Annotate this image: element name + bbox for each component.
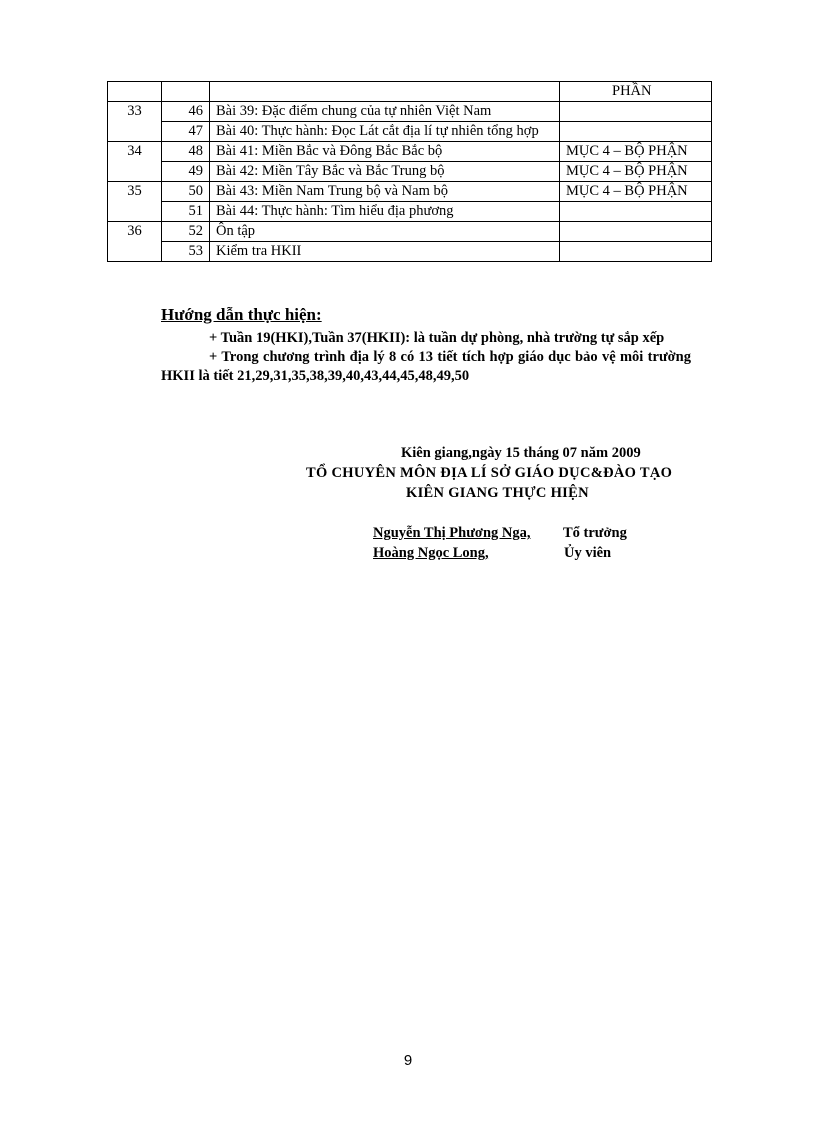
title-cell: Bài 44: Thực hành: Tìm hiểu địa phương xyxy=(210,202,560,222)
note-cell: MỤC 4 – BỘ PHẬN xyxy=(560,182,712,202)
table-row xyxy=(108,222,712,242)
curriculum-table xyxy=(107,81,712,262)
member-role: Ủy viên xyxy=(564,545,612,561)
guide-paragraph-integrated-lessons: + Trong chương trình địa lý 8 có 13 tiết tích hợp giáo dục bảo vệ môi trường HKII là tiết 21,29,31,35,38,39,40,43,44,45,48,49,50 xyxy=(161,349,691,384)
lesson-cell: 48 xyxy=(162,142,210,162)
lesson-cell: 51 xyxy=(162,202,210,222)
table-row xyxy=(108,142,712,162)
table-row xyxy=(108,182,712,202)
member-name: Hoàng Ngọc Long, xyxy=(373,545,489,561)
page-number: 9 xyxy=(403,1052,413,1069)
week-cell: 36 xyxy=(108,222,162,262)
note-cell: MỤC 4 – BỘ PHẬN xyxy=(560,142,712,162)
title-cell: Bài 42: Miền Tây Bắc và Bắc Trung bộ xyxy=(210,162,560,182)
lesson-cell: 49 xyxy=(162,162,210,182)
table-row xyxy=(108,202,712,222)
member-list xyxy=(373,524,673,564)
week-cell: 33 xyxy=(108,102,162,142)
member-role: Tổ trưởng xyxy=(563,525,627,541)
table-row xyxy=(108,82,712,102)
title-cell: Bài 43: Miền Nam Trung bộ và Nam bộ xyxy=(210,182,560,202)
organization-line-1: TỔ CHUYÊN MÔN ĐỊA LÍ SỞ GIÁO DỤC&ĐÀO TẠO xyxy=(306,465,673,481)
lesson-cell: 52 xyxy=(162,222,210,242)
table-row xyxy=(108,102,712,122)
note-cell xyxy=(560,202,712,222)
note-cell xyxy=(560,242,712,262)
lesson-cell: 53 xyxy=(162,242,210,262)
member-name: Nguyễn Thị Phương Nga, xyxy=(373,525,531,541)
note-cell xyxy=(560,102,712,122)
title-cell xyxy=(210,82,560,102)
title-cell: Ôn tập xyxy=(210,222,560,242)
title-cell: Bài 41: Miền Bắc và Đông Bắc Bắc bộ xyxy=(210,142,560,162)
note-cell: PHẦN xyxy=(560,82,712,102)
guide-paragraph-reserve-weeks: + Tuần 19(HKI),Tuần 37(HKII): là tuần dự phòng, nhà trường tự sắp xếp xyxy=(209,330,665,346)
note-cell xyxy=(560,222,712,242)
lesson-cell xyxy=(162,82,210,102)
table-row xyxy=(108,122,712,142)
guide-heading: Hướng dẫn thực hiện: xyxy=(161,305,322,324)
table-row xyxy=(108,242,712,262)
lesson-cell: 50 xyxy=(162,182,210,202)
implementation-guide xyxy=(161,305,691,386)
organization-line-2: KIÊN GIANG THỰC HIỆN xyxy=(406,485,589,501)
member-row xyxy=(373,524,673,544)
table-row xyxy=(108,162,712,182)
title-cell: Bài 40: Thực hành: Đọc Lát cắt địa lí tự nhiên tổng hợp xyxy=(210,122,560,142)
note-cell xyxy=(560,122,712,142)
title-cell: Kiểm tra HKII xyxy=(210,242,560,262)
lesson-cell: 47 xyxy=(162,122,210,142)
location-date: Kiên giang,ngày 15 tháng 07 năm 2009 xyxy=(401,445,641,461)
week-cell: 35 xyxy=(108,182,162,222)
title-cell: Bài 39: Đặc điểm chung của tự nhiên Việt Nam xyxy=(210,102,560,122)
member-row xyxy=(373,544,673,564)
note-cell: MỤC 4 – BỘ PHẬN xyxy=(560,162,712,182)
lesson-cell: 46 xyxy=(162,102,210,122)
week-cell: 34 xyxy=(108,142,162,182)
week-cell xyxy=(108,82,162,102)
